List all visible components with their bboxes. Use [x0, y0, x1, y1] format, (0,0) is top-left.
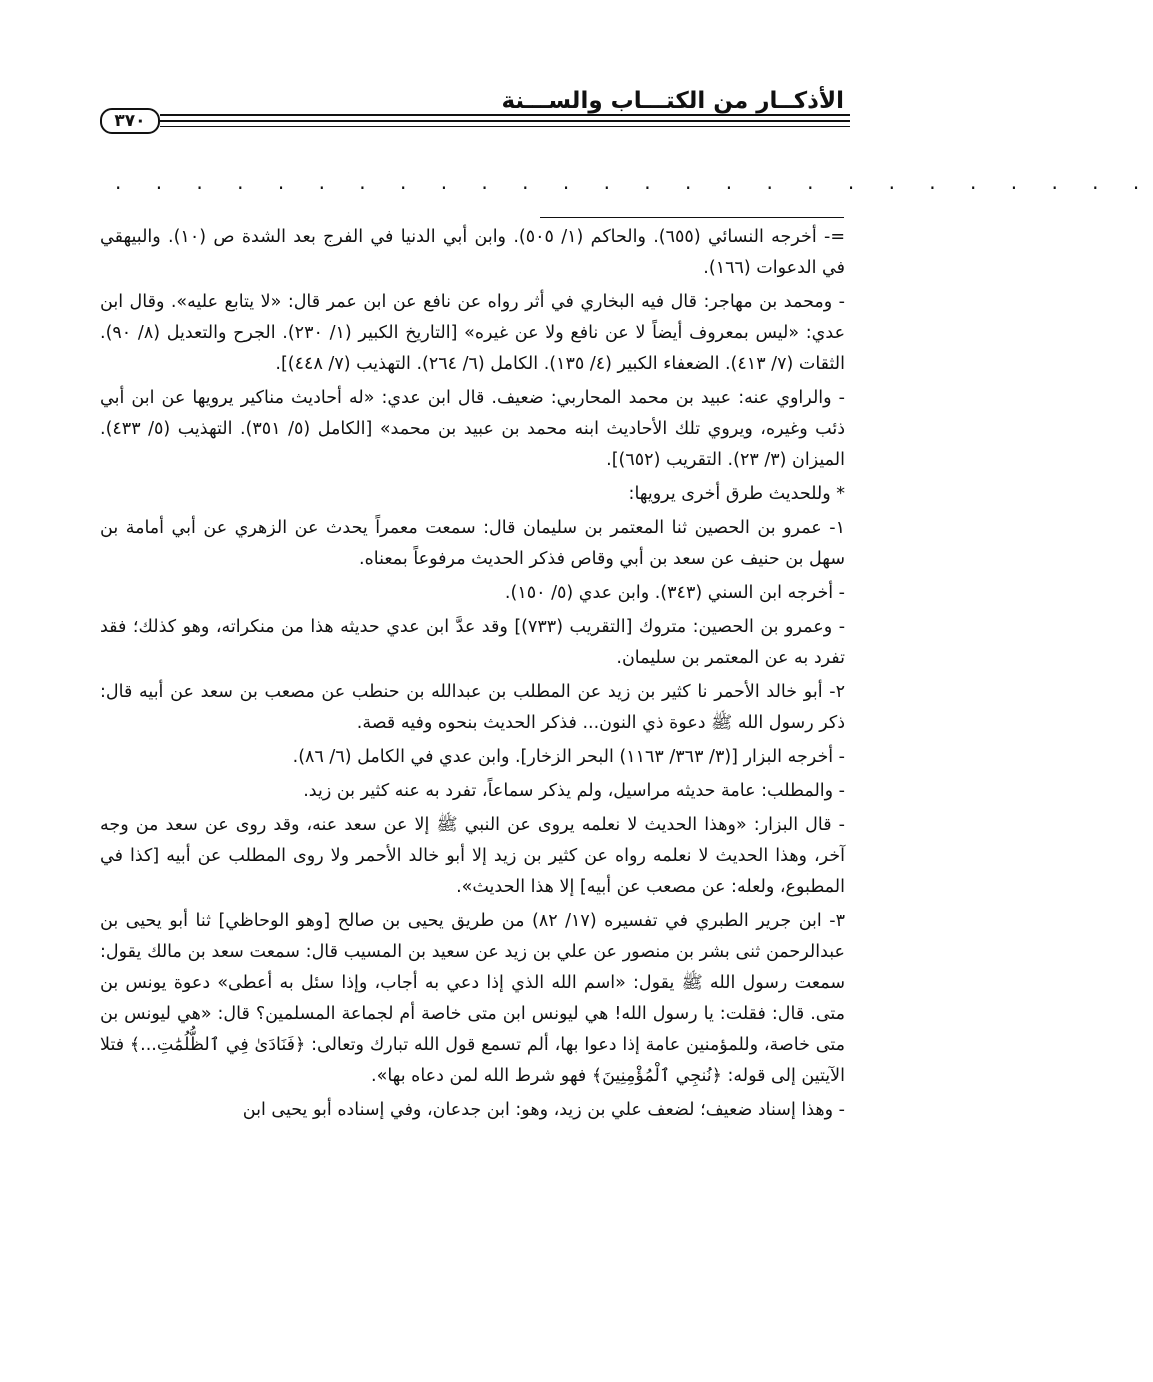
paragraph: ٣- ابن جرير الطبري في تفسيره (١٧/ ٨٢) من طريق يحيى بن صالح [وهو الوحاظي] ثنا أبو يحيى بن عبدالرحمن ثنى بشر بن منصور عن علي بن زيد عن سعيد بن المسيب قال: سمعت سعد بن مالك يقول: سمعت رسول الله ﷺ يقول: «اسم الله الذي إذا دعي به أجاب، وإذا سئل به أعطى» دعوة يونس بن متى. قال: فقلت: يا رسول الله! هي ليونس ابن متى خاصة أم لجماعة المسلمين؟ قال: «هي ليونس بن متى خاصة، وللمؤمنين عامة إذا دعوا بها، ألم تسمع قول الله تبارك وتعالى: ﴿فَنَادَىٰ فِي ٱلظُّلُمَٰتِ...﴾ فتلا الآيتين إلى قوله: ﴿نُنجِي ٱلْمُؤْمِنِينَ﴾ فهو شرط الله لمن دعاه بها». — [100, 911, 845, 1086]
header-rule — [160, 120, 850, 122]
paragraph: - أخرجه البزار [(٣/ ٣٦٣/ ١١٦٣) البحر الزخار]. وابن عدي في الكامل (٦/ ٨٦). — [292, 747, 845, 767]
running-title: الأذكــار من الكتـــاب والســـنة — [501, 88, 844, 114]
paragraph: - قال البزار: «وهذا الحديث لا نعلمه يروى عن النبي ﷺ إلا عن سعد عنه، وقد روى عن سعد من وجه آخر، وهذا الحديث لا نعلمه رواه عن كثير بن زيد إلا أبو خالد الأحمر ولا روى المطلب عن أبيه [كذا في المطبوع، ولعله: عن مصعب عن أبيه] إلا هذا الحديث». — [100, 815, 845, 897]
paragraph: - والمطلب: عامة حديثه مراسيل، ولم يذكر سماعاً، تفرد به عنه كثير بن زيد. — [303, 781, 845, 801]
page-number: ٣٧٠ — [100, 108, 160, 134]
paragraph: - وهذا إسناد ضعيف؛ لضعف علي بن زيد، وهو: ابن جدعان، وفي إسناده أبو يحيى ابن — [242, 1100, 845, 1120]
paragraph: - أخرجه ابن السني (٣٤٣). وابن عدي (٥/ ١٥٠). — [504, 583, 845, 603]
header-rule — [160, 126, 850, 127]
paragraph: - والراوي عنه: عبيد بن محمد المحاربي: ضعيف. قال ابن عدي: «له أحاديث مناكير يرويها عن ابن أبي ذئب وغيره، ويروي تلك الأحاديث ابنه محمد بن عبيد بن محمد» [الكامل (٥/ ٣٥١). التهذيب (٥/ ٤٣٣). الميزان (٣/ ٢٣). التقريب (٦٥٢)]. — [100, 388, 845, 470]
paragraph: ٢- أبو خالد الأحمر نا كثير بن زيد عن المطلب بن عبدالله بن حنطب عن مصعب بن سعد عن أبيه قال: ذكر رسول الله ﷺ دعوة ذي النون... فذكر الحديث بنحوه وفيه قصة. — [100, 682, 845, 733]
footnote-separator — [540, 217, 844, 218]
paragraph: - وعمرو بن الحصين: متروك [التقريب (٧٣٣)] وقد عدَّ ابن عدي حديثه هذا من منكراته، وهو كذلك؛ فقد تفرد به عن المعتمر بن سليمان. — [100, 617, 846, 668]
paragraph: =- أخرجه النسائي (٦٥٥). والحاكم (١/ ٥٠٥). وابن أبي الدنيا في الفرج بعد الشدة ص (١٠). والبيهقي في الدعوات (١٦٦). — [100, 227, 845, 278]
paragraph: * وللحديث طرق أخرى يرويها: — [628, 484, 845, 504]
ornament-dots: . . . . . . . . . . . . . . . . . . . . . . . . . . — [115, 170, 1153, 194]
page-header — [100, 86, 850, 136]
paragraph: - ومحمد بن مهاجر: قال فيه البخاري في أثر رواه عن نافع عن ابن عمر قال: «لا يتابع عليه». وقال ابن عدي: «ليس بمعروف أيضاً لا عن نافع ولا عن غيره» [التاريخ الكبير (١/ ٢٣٠). الجرح والتعديل (٨/ ٩٠). الثقات (٧/ ٤١٣). الضعفاء الكبير (٤/ ١٣٥). الكامل (٦/ ٢٦٤). التهذيب (٧/ ٤٤٨)]. — [100, 292, 846, 374]
paragraph: ١- عمرو بن الحصين ثنا المعتمر بن سليمان قال: سمعت معمراً يحدث عن الزهري عن أبي أمامة بن سهل بن حنيف عن سعد بن أبي وقاص فذكر الحديث مرفوعاً بمعناه. — [100, 518, 845, 569]
footnote-text — [100, 222, 845, 1129]
header-rule — [160, 114, 850, 116]
